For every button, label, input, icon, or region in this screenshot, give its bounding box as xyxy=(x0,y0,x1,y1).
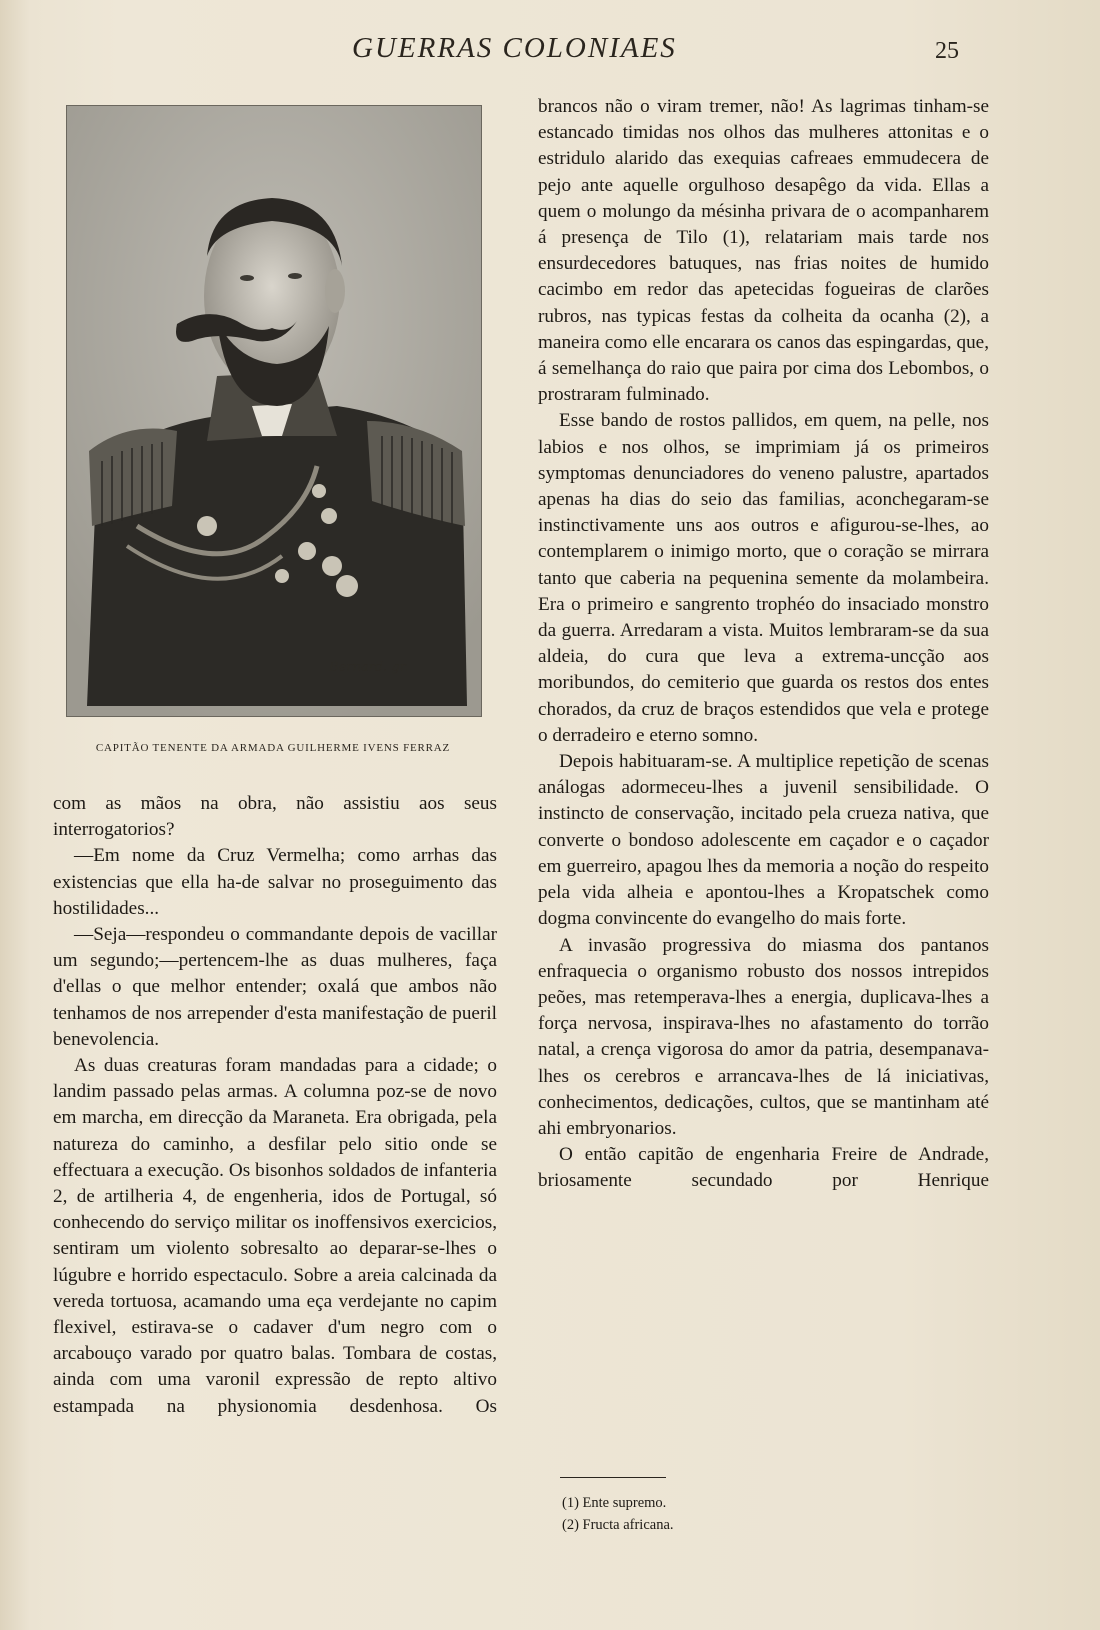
paragraph: com as mãos na obra, não assistiu aos seus interrogatorios? xyxy=(53,793,497,841)
running-header: GUERRAS COLONIAES xyxy=(352,32,677,64)
paragraph: A invasão progressiva do miasma dos pantanos enfraquecia o organismo robusto dos nossos intrepidos peões, mas retemperava-lhes a energia, duplicava-lhes a força nervosa, inspirava-lhes no afastamento do torrão natal, a crença vigorosa do amor da patria, desempanava-lhes os cerebros e arrancava-lhes de lá iniciativas, conhecimentos, dedicações, cultos, que se mantinham até ahi embryonarios. xyxy=(538,934,989,1139)
paragraph: —Em nome da Cruz Vermelha; como arrhas das existencias que ella ha-de salvar no proseguimento das hostilidades... xyxy=(53,845,497,919)
figure-caption: CAPITÃO TENENTE DA ARMADA GUILHERME IVENS FERRAZ xyxy=(95,742,451,754)
page-number: 25 xyxy=(935,38,959,64)
footnote-divider xyxy=(560,1477,666,1478)
paragraph: Depois habituaram-se. A multiplice repetição de scenas análogas adormeceu-lhes a juvenil sensibilidade. O instincto de conservação, incitado pela crueza nativa, que converte o bondoso adolescente em caçador e o caçador em guerreiro, apagou lhes da memoria a noção do respeito pela vida alheia e apontou-lhes a Kropatschek como dogma convincente do evangelho do mais forte. xyxy=(538,751,989,930)
paragraph: As duas creaturas foram mandadas para a cidade; o landim passado pelas armas. A columna poz-se de novo em marcha, em direcção da Maraneta. Era obrigada, pela natureza do caminho, a desfilar pelo sitio onde se effectuara a execução. Os bisonhos soldados de infanteria 2, de artilheria 4, de engenheria, idos de Portugal, só conhecendo do serviço militar os inoffensivos exercicios, sentiram um violento sobresalto ao deparar-se-lhes o lúgubre e horrido espectaculo. Sobre a areia calcinada da vereda tortuosa, acamando uma eça verdejante no capim flexivel, estirava-se o cadaver d'um negro com o arcabouço varado por quatro balas. Tombara de costas, ainda com uma varonil expressão de repto altivo estampada na physionomia desdenhosa. Os xyxy=(53,1055,497,1417)
paragraph: Esse bando de rostos pallidos, em quem, na pelle, nos labios e nos olhos, se imprimiam já os primeiros symptomas denunciadores do veneno palustre, apartados apenas ha dias do seio das familias, aconchegaram-se instinctivamente uns aos outros e afigurou-se-lhes, ao contemplarem o inimigo morto, que o coração se mirrara tanto que caberia na pequenina semente da molambeira. Era o primeiro e sangrento trophéo do insaciado monstro da guerra. Arredaram a vista. Muitos lembraram-se da sua aldeia, do cura que leva a extrema-uncção aos moribundos, do cemiterio que guarda os restos dos entes chorados, da cruz de braços estendidos que vela e protege o derradeiro e eterno somno. xyxy=(538,410,989,746)
portrait-figure xyxy=(66,105,482,717)
footnotes xyxy=(562,1492,862,1536)
paragraph: —Seja—respondeu o commandante depois de vacillar um segundo;—pertencem-lhe as duas mulheres, faça d'ellas o que melhor entender; oxalá que ambos não tenhamos de nos arrepender d'esta manifestação de pueril benevolencia. xyxy=(53,924,497,1050)
footnote: (1) Ente supremo. xyxy=(562,1495,667,1511)
portrait-engraving xyxy=(67,106,481,716)
paragraph: brancos não o viram tremer, não! As lagrimas tinham-se estancado timidas nos olhos das mulheres attonitas e o estridulo alarido das exequias cafreaes emmudecera de pejo ante aquelle orgulhoso desapêgo da vida. Ellas a quem o molungo da mésinha privara de o acompanharem á presença de Tilo (1), relatariam mais tarde nos ensurdecedores batuques, nas frias noites de humido cacimbo em redor das apetecidas fogueiras de clarões rubros, nas typicas festas da colheita da ocanha (2), a maneira como elle encarara os canos das espingardas, que, á semelhança do raio que paira por cima dos Lebombos, o prostraram fulminado. xyxy=(538,96,989,406)
engraver-signature: Bernard. gr. xyxy=(329,660,409,675)
right-column xyxy=(538,94,989,1195)
footnote: (2) Fructa africana. xyxy=(562,1517,674,1533)
left-column xyxy=(53,791,497,1420)
paragraph: O então capitão de engenharia Freire de Andrade, briosamente secundado por Henrique xyxy=(538,1144,989,1192)
